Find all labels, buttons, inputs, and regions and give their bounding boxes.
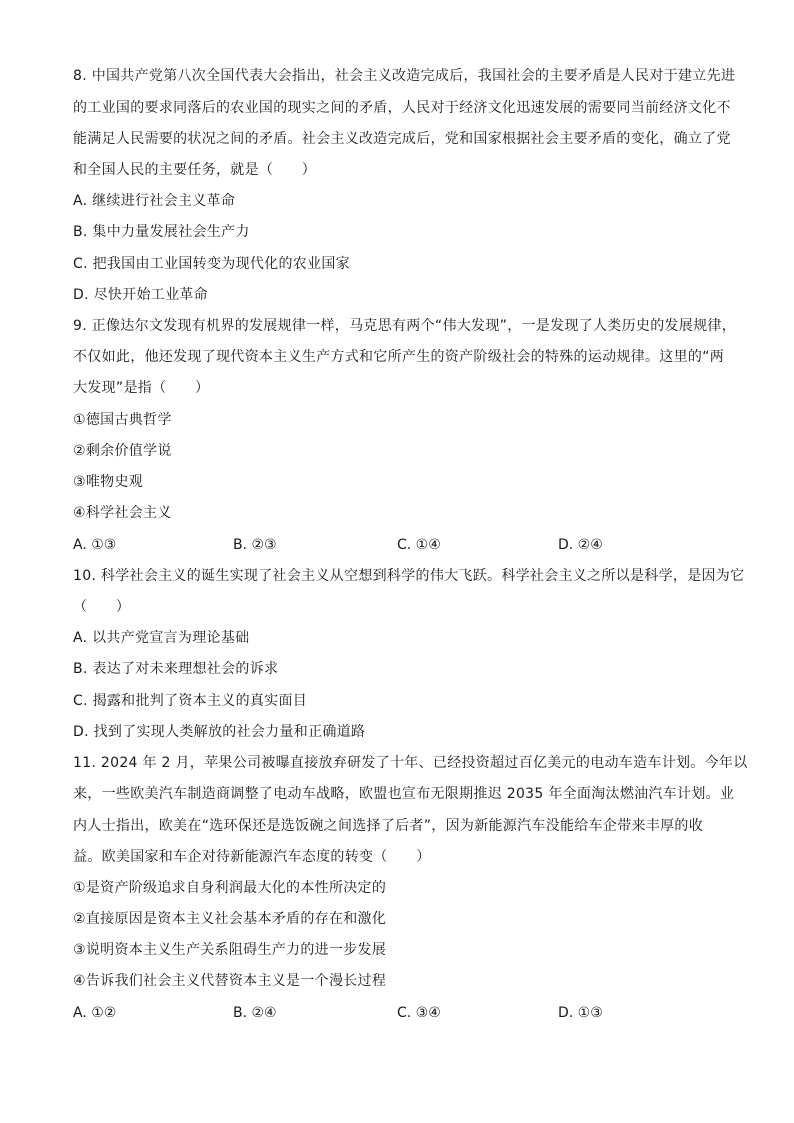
q11-item-2: ②直接原因是资本主义社会基本矛盾的存在和激化 xyxy=(73,911,387,927)
q9-choice-a: A. ①③ xyxy=(73,537,117,553)
q11-stem-line-2: 来，一些欧美汽车制造商调整了电动车战略，欧盟也宣布无限期推迟 2035 年全面淘汰燃油汽车计划。业 xyxy=(73,786,735,802)
q10-stem-line-1: 10. 科学社会主义的诞生实现了社会主义从空想到科学的伟大飞跃。科学社会主义之所以是科学，是因为它 xyxy=(73,568,745,584)
q8-stem-line-1: 8. 中国共产党第八次全国代表大会指出，社会主义改造完成后，我国社会的主要矛盾是人民对于建立先进 xyxy=(73,68,736,84)
q10-stem-line-2: （ ） xyxy=(73,599,131,615)
q9-stem-line-2: 不仅如此，他还发现了现代资本主义生产方式和它所产生的资产阶级社会的特殊的运动规律。这里的“两 xyxy=(73,349,725,365)
q10-option-b: B. 表达了对未来理想社会的诉求 xyxy=(73,661,279,677)
q9-stem-line-1: 9. 正像达尔文发现有机界的发展规律一样，马克思有两个“伟大发现”，一是发现了人类历史的发展规律， xyxy=(73,318,737,334)
q11-stem-line-4: 益。欧美国家和车企对待新能源汽车态度的转变（ ） xyxy=(73,849,431,865)
q11-item-4: ④告诉我们社会主义代替资本主义是一个漫长过程 xyxy=(73,973,387,989)
q11-choice-a: A. ①② xyxy=(73,1005,117,1021)
q8-stem-line-4: 和全国人民的主要任务，就是（ ） xyxy=(73,162,317,178)
q8-option-c: C. 把我国由工业国转变为现代化的农业国家 xyxy=(73,256,350,272)
q9-item-3: ③唯物史观 xyxy=(73,474,144,490)
q10-option-d: D. 找到了实现人类解放的社会力量和正确道路 xyxy=(73,724,366,740)
q11-choice-c: C. ③④ xyxy=(397,1005,441,1021)
q11-item-3: ③说明资本主义生产关系阻碍生产力的进一步发展 xyxy=(73,942,387,958)
q11-choice-d: D. ①③ xyxy=(558,1005,603,1021)
q9-item-2: ②剩余价值学说 xyxy=(73,443,172,459)
q11-stem-line-3: 内人士指出，欧美在“选环保还是选饭碗之间选择了后者”，因为新能源汽车没能给车企带来丰厚的收 xyxy=(73,818,704,834)
q10-option-c: C. 揭露和批判了资本主义的真实面目 xyxy=(73,693,308,709)
q9-choice-c: C. ①④ xyxy=(397,537,441,553)
q9-item-4: ④科学社会主义 xyxy=(73,505,172,521)
q9-choice-b: B. ②③ xyxy=(233,537,277,553)
q11-choice-b: B. ②④ xyxy=(233,1005,277,1021)
q11-stem-line-1: 11. 2024 年 2 月，苹果公司被曝直接放弃研发了十年、已经投资超过百亿美元的电动车造车计划。今年以 xyxy=(73,755,748,771)
q9-choice-d: D. ②④ xyxy=(558,537,603,553)
q8-option-d: D. 尽快开始工业革命 xyxy=(73,287,208,303)
q11-item-1: ①是资产阶级追求自身利润最大化的本性所决定的 xyxy=(73,880,387,896)
q9-stem-line-3: 大发现”是指（ ） xyxy=(73,380,210,396)
q10-option-a: A. 以共产党宣言为理论基础 xyxy=(73,630,250,646)
q9-item-1: ①德国古典哲学 xyxy=(73,412,172,428)
q8-option-b: B. 集中力量发展社会生产力 xyxy=(73,224,250,240)
q8-stem-line-3: 能满足人民需要的状况之间的矛盾。社会主义改造完成后，党和国家根据社会主要矛盾的变化，确立了党 xyxy=(73,131,731,147)
q8-stem-line-2: 的工业国的要求同落后的农业国的现实之间的矛盾，人民对于经济文化迅速发展的需要同当前经济文化不 xyxy=(73,100,731,116)
q8-option-a: A. 继续进行社会主义革命 xyxy=(73,193,236,209)
